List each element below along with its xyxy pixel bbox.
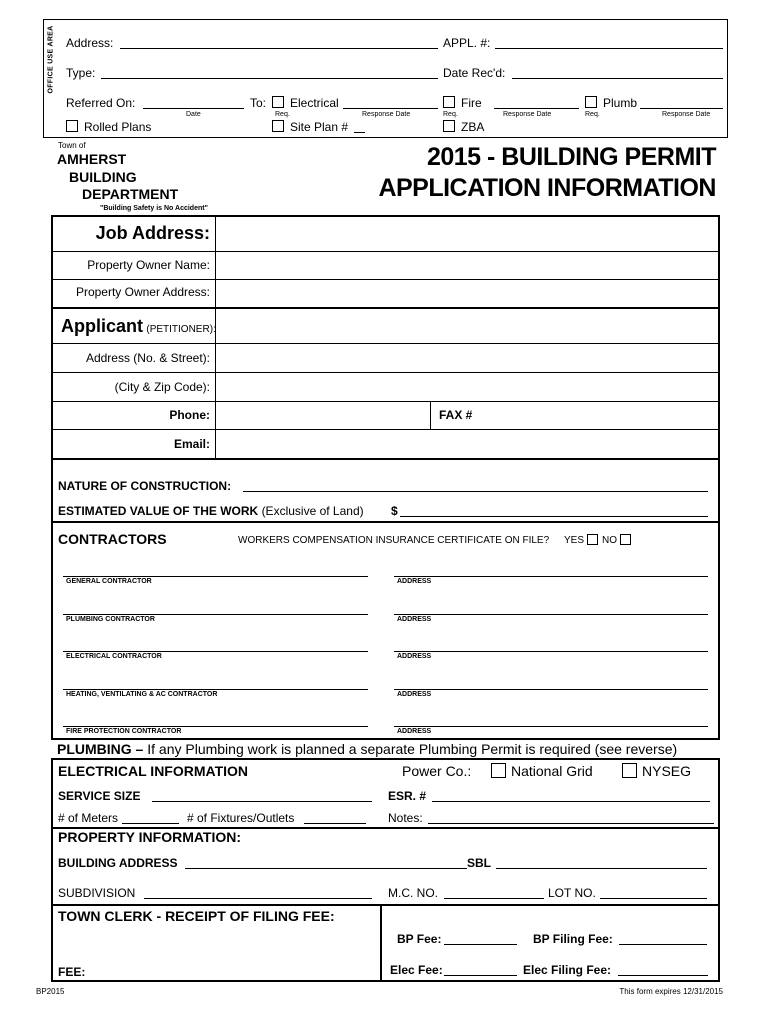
sbl-field[interactable] [496,855,707,869]
bp-filing-fee-label: BP Filing Fee: [533,932,613,946]
rolled-plans-checkbox[interactable] [66,120,78,132]
form-code: BP2015 [36,987,65,996]
plumb-label: Plumb [603,96,638,110]
service-size-label: SERVICE SIZE [58,789,141,803]
owner-address-label: Property Owner Address: [75,285,210,299]
contractor-name-field[interactable] [63,601,368,615]
contractor-address-label: ADDRESS [397,653,432,660]
contractor-type-label: ELECTRICAL CONTRACTOR [66,653,162,660]
fixtures-label: # of Fixtures/Outlets [187,811,295,825]
contractor-name-field[interactable] [63,638,368,652]
job-address-input[interactable] [216,217,719,251]
wc-no-checkbox[interactable] [620,534,631,545]
to-label: To: [250,96,267,110]
subdivision-field[interactable] [144,885,372,899]
applicant-name-input[interactable] [216,309,719,343]
mc-no-field[interactable] [444,885,544,899]
dollar-sign: $ [391,504,398,518]
power-co-label: Power Co.: [402,763,472,779]
contractor-address-label: ADDRESS [397,615,432,623]
contractor-address-label: ADDRESS [397,578,432,585]
zba-label: ZBA [461,120,485,134]
plumb-req-caption: Req. [585,111,600,118]
applicant-street-input[interactable] [216,344,719,372]
meters-label: # of Meters [58,811,119,825]
rolled-plans-label: Rolled Plans [84,120,152,134]
fire-req-caption: Req. [443,111,458,118]
contractor-address-label: ADDRESS [397,690,432,698]
electrical-req-caption: Req. [275,111,290,118]
contractor-name-field[interactable] [63,563,368,577]
electrical-label: Electrical [290,96,339,110]
wc-no-label: NO [602,535,617,546]
fee-input[interactable] [90,955,375,979]
date-recd-label: Date Rec'd: [443,66,506,80]
contractor-address-field[interactable] [394,676,708,690]
applicant-phone-input[interactable] [216,402,430,429]
subdivision-label: SUBDIVISION [58,886,136,900]
office-type-field[interactable] [101,65,438,79]
applicant-fax-label: FAX # [439,408,473,422]
contractor-address-field[interactable] [394,713,708,727]
department-name-line3: DEPARTMENT [82,186,179,202]
site-plan-field[interactable] [354,119,365,133]
bp-filing-fee-field[interactable] [619,931,707,945]
site-plan-label: Site Plan # [290,120,349,134]
estimated-value-label: ESTIMATED VALUE OF THE WORK [58,504,259,518]
contractor-type-label: FIRE PROTECTION CONTRACTOR [66,728,182,735]
fire-response-date-caption: Response Date [503,111,552,118]
electrical-response-field[interactable] [343,95,438,109]
appl-number-label: APPL. #: [443,36,491,50]
contractor-type-label: PLUMBING CONTRACTOR [66,615,155,623]
lot-no-field[interactable] [600,885,707,899]
office-address-field[interactable] [120,35,438,49]
applicant-fax-input[interactable] [480,402,719,429]
plumb-checkbox[interactable] [585,96,597,108]
department-motto: "Building Safety is No Accident" [100,205,208,212]
building-address-label: BUILDING ADDRESS [58,856,178,870]
plumbing-title: PLUMBING – [57,741,144,757]
electrical-checkbox[interactable] [272,96,284,108]
elec-filing-fee-field[interactable] [618,962,708,976]
contractor-name-field[interactable] [63,713,368,727]
zba-checkbox[interactable] [443,120,455,132]
nyseg-checkbox[interactable] [622,763,637,778]
meters-field[interactable] [122,810,179,824]
office-address-label: Address: [66,36,114,50]
date-recd-field[interactable] [512,65,723,79]
site-plan-checkbox[interactable] [272,120,284,132]
contractor-type-label: GENERAL CONTRACTOR [66,578,152,585]
job-address-label: Job Address: [95,223,210,243]
mc-no-label: M.C. NO. [388,886,438,900]
national-grid-label: National Grid [511,763,593,779]
sbl-label: SBL [467,856,491,870]
contractors-section [51,521,720,740]
applicant-title [61,316,216,337]
building-address-field[interactable] [185,855,467,869]
owner-name-input[interactable] [216,252,719,279]
contractor-type-label: HEATING, VENTILATING & AC CONTRACTOR [66,690,218,698]
applicant-label: Applicant [61,316,144,336]
applicant-phone-label: Phone: [169,408,210,422]
electrical-response-date-caption: Response Date [362,111,411,118]
applicant-email-label: Email: [173,437,210,451]
service-size-field[interactable] [152,788,372,802]
nature-of-construction-field[interactable] [243,478,708,492]
town-clerk-title: TOWN CLERK - RECEIPT OF FILING FEE: [58,908,335,924]
notes-field[interactable] [428,810,714,824]
estimated-value-label-group [58,504,364,518]
town-of-label: Town of [58,141,86,150]
applicant-city-zip-input[interactable] [216,373,719,401]
date-caption: Date [186,111,201,118]
referred-on-label: Referred On: [66,96,136,110]
form-expiration: This form expires 12/31/2015 [619,987,723,996]
property-info-title: PROPERTY INFORMATION: [58,829,242,845]
contractors-title: CONTRACTORS [58,531,167,547]
owner-name-label: Property Owner Name: [87,258,210,272]
lot-no-label: LOT NO. [548,886,596,900]
department-name-line2: BUILDING [69,169,137,185]
owner-address-input[interactable] [216,280,719,308]
esr-field[interactable] [432,788,710,802]
electrical-info-title: ELECTRICAL INFORMATION [58,763,249,779]
office-use-side-label: OFFICE USE AREA [47,25,55,94]
contractor-address-field[interactable] [394,563,708,577]
contractor-address-field[interactable] [394,638,708,652]
page-title-line2: APPLICATION INFORMATION [378,174,716,202]
esr-label: ESR. # [388,789,427,803]
notes-label: Notes: [388,811,423,825]
wc-yes-checkbox[interactable] [587,534,598,545]
elec-fee-label: Elec Fee: [390,963,443,977]
national-grid-checkbox[interactable] [491,763,506,778]
nature-of-construction-label: NATURE OF CONSTRUCTION: [58,479,232,493]
contractor-address-label: ADDRESS [397,728,432,735]
petitioner-label: (PETITIONER): [146,324,216,335]
plumb-response-date-caption: Response Date [662,111,711,118]
contractor-name-field[interactable] [63,676,368,690]
applicant-city-zip-label: (City & Zip Code): [114,380,210,394]
fixtures-field[interactable] [304,810,366,824]
referred-on-field[interactable] [143,95,244,109]
plumb-response-field[interactable] [640,95,723,109]
office-type-label: Type: [66,66,96,80]
plumbing-notice [57,741,677,757]
page-title-line1: 2015 - BUILDING PERMIT [426,143,716,171]
fire-label: Fire [461,96,482,110]
bp-fee-label: BP Fee: [397,932,442,946]
wc-question: WORKERS COMPENSATION INSURANCE CERTIFICATE ON FILE? [238,535,550,546]
estimated-value-field[interactable] [400,503,708,517]
applicant-street-label: Address (No. & Street): [85,351,210,365]
estimated-value-note: (Exclusive of Land) [261,504,364,518]
elec-fee-field[interactable] [444,962,517,976]
wc-yes-label: YES [564,535,585,546]
plumbing-note: If any Plumbing work is planned a separate Plumbing Permit is required (see reverse) [147,741,678,757]
bp-fee-field[interactable] [444,931,517,945]
appl-number-field[interactable] [495,35,723,49]
fire-response-field[interactable] [494,95,579,109]
fee-label: FEE: [58,965,86,979]
elec-filing-fee-label: Elec Filing Fee: [523,963,612,977]
nyseg-label: NYSEG [642,763,692,779]
applicant-email-input[interactable] [216,430,719,459]
contractor-address-field[interactable] [394,601,708,615]
fire-checkbox[interactable] [443,96,455,108]
department-name-line1: AMHERST [57,151,127,167]
